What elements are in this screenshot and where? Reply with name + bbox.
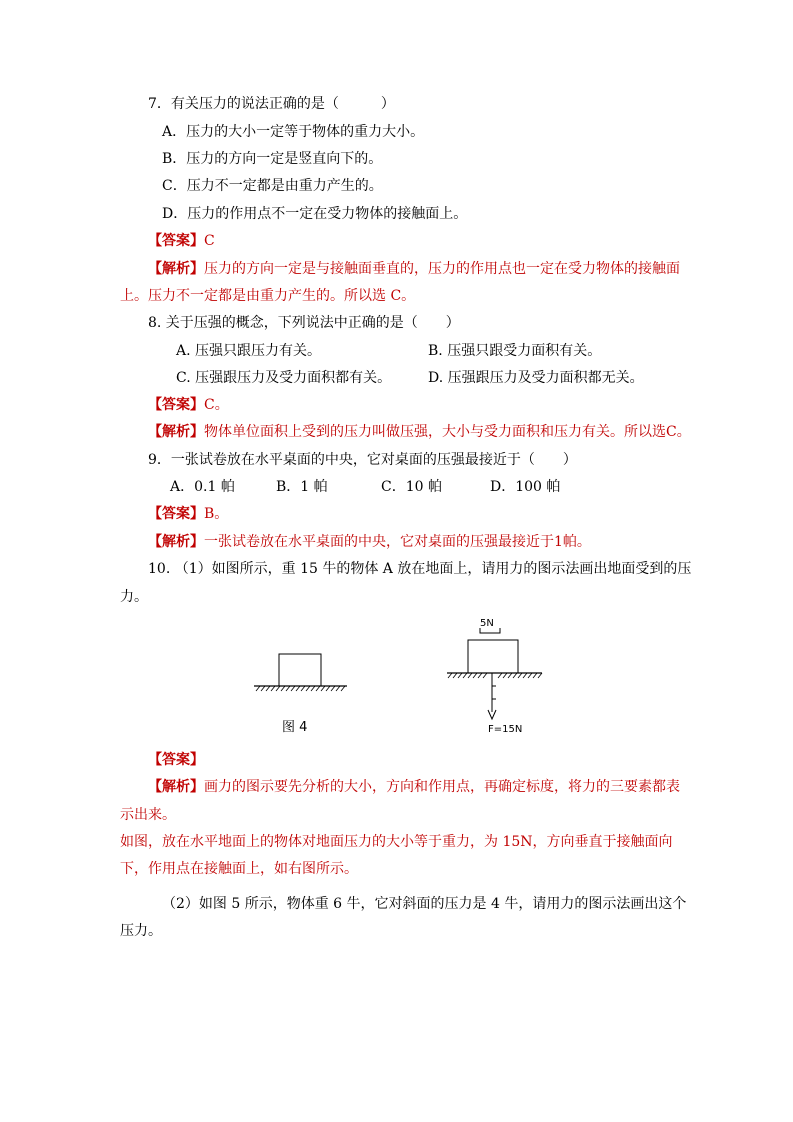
q8-option-b: B. 压强只跟受力面积有关。 xyxy=(428,343,602,359)
q7-option-b: B．压力的方向一定是竖直向下的。 xyxy=(162,151,383,167)
answer-value: C。 xyxy=(204,397,229,413)
q7-analysis-line-1 xyxy=(148,259,680,279)
answer-tag: 【答案】 xyxy=(148,233,204,249)
ground-hatching xyxy=(256,686,345,691)
q10-analysis-line-1 xyxy=(148,777,680,797)
answer-value: C xyxy=(204,233,215,249)
figure-4-block-on-ground xyxy=(250,648,350,692)
scale-label: 5N xyxy=(480,618,494,629)
q8-option-d: D. 压强跟压力及受力面积都无关。 xyxy=(428,370,644,386)
block xyxy=(468,640,518,673)
q8-stem: 8. 关于压强的概念，下列说法中正确的是（ ） xyxy=(148,315,460,331)
block-a xyxy=(279,654,321,686)
analysis-tag: 【解析】 xyxy=(148,534,204,550)
figure-4-caption: 图 4 xyxy=(282,720,308,735)
q10-stem-line-2: 力。 xyxy=(120,589,148,605)
answer-tag: 【答案】 xyxy=(148,752,204,768)
force-arrow-ticks xyxy=(492,686,496,699)
q7-analysis-line-2: 上。压力不一定都是由重力产生的。所以选 C。 xyxy=(120,288,416,304)
q8-option-a: A. 压强只跟压力有关。 xyxy=(176,343,322,359)
analysis-tag: 【解析】 xyxy=(148,424,204,440)
q9-option-a: A．0.1 帕 xyxy=(170,479,235,495)
q9-option-d: D．100 帕 xyxy=(490,479,561,495)
q10-stem-line-1: 10. （1）如图所示，重 15 牛的物体 A 放在地面上，请用力的图示法画出地面受到的压 xyxy=(148,561,692,577)
q9-option-b: B．1 帕 xyxy=(276,479,328,495)
analysis-tag: 【解析】 xyxy=(148,779,204,795)
analysis-tag: 【解析】 xyxy=(148,261,204,277)
q7-answer xyxy=(148,231,215,251)
q10-answer xyxy=(148,750,204,770)
q9-answer xyxy=(148,504,228,524)
q7-stem: 7．有关压力的说法正确的是（ ） xyxy=(148,96,395,112)
analysis-text: 一张试卷放在水平桌面的中央，它对桌面的压强最接近于1帕。 xyxy=(204,534,591,550)
q8-answer xyxy=(148,395,229,415)
q8-analysis xyxy=(148,422,691,442)
analysis-text: 画力的图示要先分析的大小，方向和作用点，再确定标度，将力的三要素都表 xyxy=(204,779,680,795)
force-diagram xyxy=(444,624,548,724)
answer-value: B。 xyxy=(204,506,229,522)
ground-hatching xyxy=(448,673,542,678)
q9-analysis xyxy=(148,532,591,552)
q10-analysis-line-3: 如图，放在水平地面上的物体对地面压力的大小等于重力，为 15N，方向垂直于接触面向 xyxy=(120,834,673,850)
q10-part2-line-1: （2）如图 5 所示，物体重 6 牛，它对斜面的压力是 4 牛，请用力的图示法画出这个 xyxy=(162,896,687,912)
q7-option-d: D．压力的作用点不一定在受力物体的接触面上。 xyxy=(162,206,468,222)
q7-option-a: A．压力的大小一定等于物体的重力大小。 xyxy=(162,124,425,140)
q9-option-c: C．10 帕 xyxy=(381,479,442,495)
analysis-text: 物体单位面积上受到的压力叫做压强，大小与受力面积和压力有关。所以选C。 xyxy=(204,424,691,440)
scale-bracket xyxy=(480,628,500,633)
q9-stem: 9．一张试卷放在水平桌面的中央，它对桌面的压强最接近于（ ） xyxy=(148,452,577,468)
answer-tag: 【答案】 xyxy=(148,397,204,413)
answer-tag: 【答案】 xyxy=(148,506,204,522)
analysis-text: 压力的方向一定是与接触面垂直的，压力的作用点也一定在受力物体的接触面 xyxy=(204,261,680,277)
q10-part2-line-2: 压力。 xyxy=(120,923,162,939)
force-label: F=15N xyxy=(488,724,523,735)
q7-option-c: C．压力不一定都是由重力产生的。 xyxy=(162,178,383,194)
q10-analysis-line-4: 下，作用点在接触面上，如右图所示。 xyxy=(120,861,358,877)
q8-option-c: C. 压强跟压力及受力面积都有关。 xyxy=(176,370,392,386)
q10-analysis-line-2: 示出来。 xyxy=(120,807,176,823)
